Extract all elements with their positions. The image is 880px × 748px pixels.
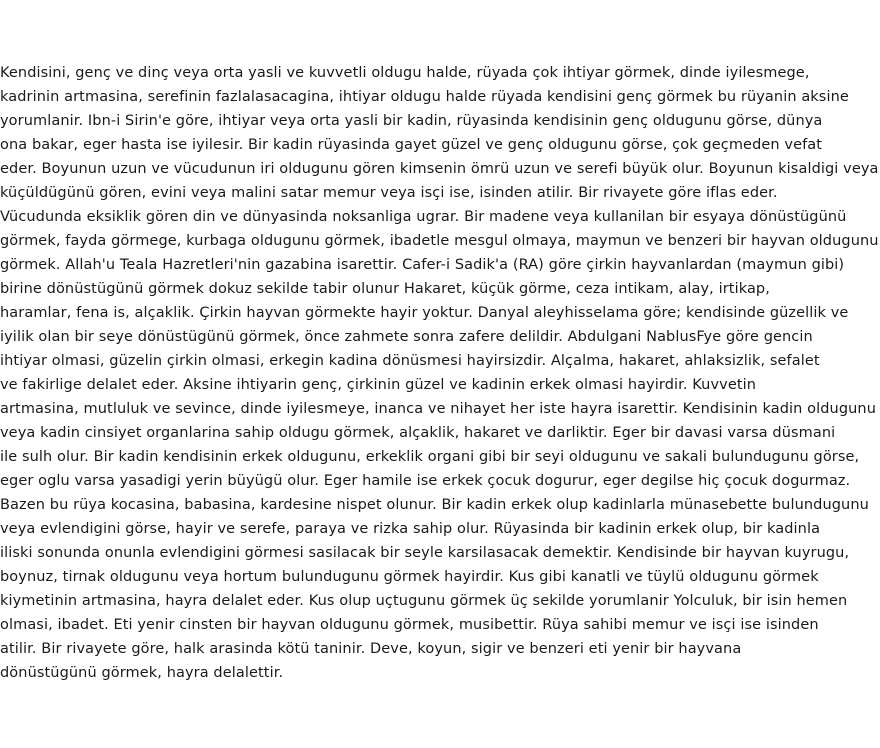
text-line: Vücudunda eksiklik gören din ve dünyasinda noksanliga ugrar. Bir madene veya kullanilan bir esyaya dönüstügünü [0, 209, 847, 225]
text-line: ihtiyar olmasi, güzelin çirkin olmasi, erkegin kadina dönüsmesi hayirsizdir. Alçalma, hakaret, ahlaksizlik, sefalet [0, 353, 820, 369]
text-line: görmek, fayda görmege, kurbaga oldugunu görmek, ibadetle mesgul olmaya, maymun ve benzeri bir hayvan oldugunu [0, 233, 879, 249]
text-line: artmasina, mutluluk ve sevince, dinde iyilesmeye, inanca ve nihayet her iste hayra isarettir. Kendisinin kadin oldugunu [0, 401, 877, 417]
text-line: ona bakar, eger hasta ise iyilesir. Bir kadin rüyasinda gayet güzel ve genç oldugunu görse, çok geçmeden vefat [0, 137, 823, 153]
text-line: ile sulh olur. Bir kadin kendisinin erkek oldugunu, erkeklik organi gibi bir seyi oldugunu ve sakali bulundugunu görse, [0, 449, 860, 465]
text-line: görmek. Allah'u Teala Hazretleri'nin gazabina isarettir. Cafer-i Sadik'a (RA) göre çirkin hayvanlardan (maymun gibi) [0, 257, 845, 273]
text-line: küçüldügünü gören, evini veya malini satar memur veya isçi ise, isinden atilir. Bir rivayete göre iflas eder. [0, 185, 778, 201]
document-body [0, 61, 880, 685]
text-line: eger oglu varsa yasadigi yerin büyügü olur. Eger hamile ise erkek çocuk dogurur, eger degilse hiç çocuk dogurmaz. [0, 473, 851, 489]
text-line: veya kadin cinsiyet organlarina sahip oldugu görmek, alçaklik, hakaret ve darliktir. Eger bir davasi varsa düsmani [0, 425, 836, 441]
text-line: Bazen bu rüya kocasina, babasina, kardesine nispet olunur. Bir kadin erkek olup kadinlarla münasebette bulundugunu [0, 497, 869, 513]
text-line: haramlar, fena is, alçaklik. Çirkin hayvan görmekte hayir yoktur. Danyal aleyhisselama göre; kendisinde güzellik ve [0, 305, 849, 321]
text-line: boynuz, tirnak oldugunu veya hortum bulundugunu görmek hayirdir. Kus gibi kanatli ve tüylü oldugunu görmek [0, 569, 819, 585]
text-line: ve fakirlige delalet eder. Aksine ihtiyarin genç, çirkinin güzel ve kadinin erkek olmasi hayirdir. Kuvvetin [0, 377, 757, 393]
text-line: olmasi, ibadet. Eti yenir cinsten bir hayvan oldugunu görmek, musibettir. Rüya sahibi memur ve isçi ise isinden [0, 617, 819, 633]
text-line: kadrinin artmasina, serefinin fazlalasacagina, ihtiyar oldugu halde rüyada kendisini genç görmek bu rüyanin aksine [0, 89, 849, 105]
text-line: dönüstügünü görmek, hayra delalettir. [0, 665, 284, 681]
text-line: iliski sonunda onunla evlendigini görmesi sasilacak bir seyle karsilasacak demektir. Kendisinde bir hayvan kuyrugu, [0, 545, 850, 561]
text-line: yorumlanir. Ibn-i Sirin'e göre, ihtiyar veya orta yasli bir kadin, rüyasinda kendisinin genç oldugunu görse, dünya [0, 113, 823, 129]
text-line: birine dönüstügünü görmek dokuz sekilde tabir olunur Hakaret, küçük görme, ceza intikam, alay, irtikap, [0, 281, 770, 297]
text-line: atilir. Bir rivayete göre, halk arasinda kötü taninir. Deve, koyun, sigir ve benzeri eti yenir bir hayvana [0, 641, 742, 657]
text-line: eder. Boyunun uzun ve vücudunun iri oldugunu gören kimsenin ömrü uzun ve serefi büyük olur. Boyunun kisaldigi veya [0, 161, 879, 177]
text-line: iyilik olan bir seye dönüstügünü görmek, önce zahmete sonra zafere delildir. Abdulgani NablusFye göre gencin [0, 329, 813, 345]
text-line: kiymetinin artmasina, hayra delalet eder. Kus olup uçtugunu görmek üç sekilde yorumlanir Yolculuk, bir isin hemen [0, 593, 848, 609]
text-line: Kendisini, genç ve dinç veya orta yasli ve kuvvetli oldugu halde, rüyada çok ihtiyar görmek, dinde iyilesmege, [0, 65, 810, 81]
text-line: veya evlendigini görse, hayir ve serefe, paraya ve rizka sahip olur. Rüyasinda bir kadinin erkek olup, bir kadinla [0, 521, 821, 537]
